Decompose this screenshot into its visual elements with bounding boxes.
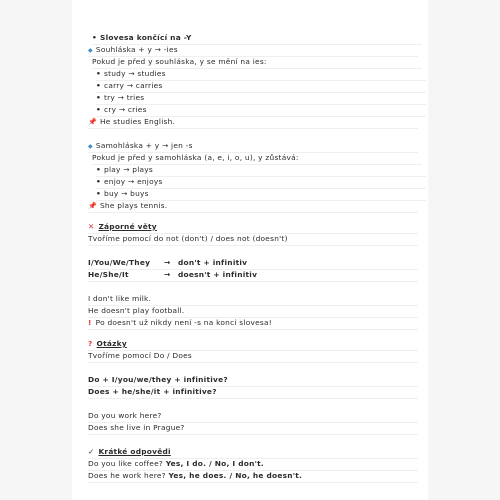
left-margin <box>0 0 72 500</box>
exclamation-icon: ! <box>88 318 92 327</box>
rule2-heading: ◆ Samohláska + y → jen -s <box>88 140 418 153</box>
negative-warning: ! Po doesn't už nikdy není -s na konci slovesa! <box>88 317 418 330</box>
negative-example: I don't like milk. <box>88 293 418 306</box>
question-example: Does she live in Prague? <box>88 422 418 435</box>
rule2-example: 📌 She plays tennis. <box>88 200 418 213</box>
document-page <box>72 0 428 500</box>
list-item: • cry → cries <box>96 104 426 117</box>
negative-rule-row: He/She/It → doesn't + infinitiv <box>88 269 418 282</box>
list-item: • carry → carries <box>96 80 426 93</box>
pin-icon: 📌 <box>88 202 97 210</box>
bullet-icon: • <box>96 81 101 90</box>
list-item: • buy → buys <box>96 188 426 201</box>
pin-icon: 📌 <box>88 118 97 126</box>
question-example: Do you work here? <box>88 410 418 423</box>
rule2-description: Pokud je před y samohláska (a, e, i, o, u), y zůstává: <box>92 152 422 165</box>
negative-example: He doesn't play football. <box>88 305 418 318</box>
list-item: • play → plays <box>96 164 426 177</box>
short-answer-row: Does he work here? Yes, he does. / No, he doesn't. <box>88 470 418 483</box>
question-formula: Does + he/she/it + infinitive? <box>88 386 418 399</box>
negative-rule-row: I/You/We/They → don't + infinitiv <box>88 257 418 270</box>
question-icon: ? <box>88 339 93 348</box>
list-item: • enjoy → enjoys <box>96 176 426 189</box>
bullet-icon: • <box>96 177 101 186</box>
questions-description: Tvoříme pomocí Do / Does <box>88 350 418 363</box>
bullet-icon: • <box>96 165 101 174</box>
right-margin <box>428 0 500 500</box>
negative-heading: ✕ Záporné věty <box>88 221 418 234</box>
rule1-example: 📌 He studies English. <box>88 116 418 129</box>
bullet-icon: • <box>96 69 101 78</box>
bullet-icon: • <box>92 33 97 42</box>
short-answer-row: Do you like coffee? Yes, I do. / No, I don't. <box>88 458 418 471</box>
cross-icon: ✕ <box>88 222 95 231</box>
short-answers-heading: ✓ Krátké odpovědi <box>88 446 418 459</box>
list-item: • study → studies <box>96 68 426 81</box>
diamond-icon: ◆ <box>88 47 93 54</box>
bullet-icon: • <box>96 93 101 102</box>
rule1-heading: ◆ Souhláska + y → -ies <box>88 44 418 57</box>
check-icon: ✓ <box>88 447 95 456</box>
section-y-heading: • Slovesa končící na -Y <box>92 32 422 45</box>
negative-description: Tvoříme pomocí do not (don't) / does not (doesn't) <box>88 233 418 246</box>
list-item: • try → tries <box>96 92 426 105</box>
rule1-description: Pokud je před y souhláska, y se mění na ies: <box>92 56 422 69</box>
diamond-icon: ◆ <box>88 143 93 150</box>
bullet-icon: • <box>96 105 101 114</box>
question-formula: Do + I/you/we/they + infinitive? <box>88 374 418 387</box>
questions-heading: ? Otázky <box>88 338 418 351</box>
bullet-icon: • <box>96 189 101 198</box>
